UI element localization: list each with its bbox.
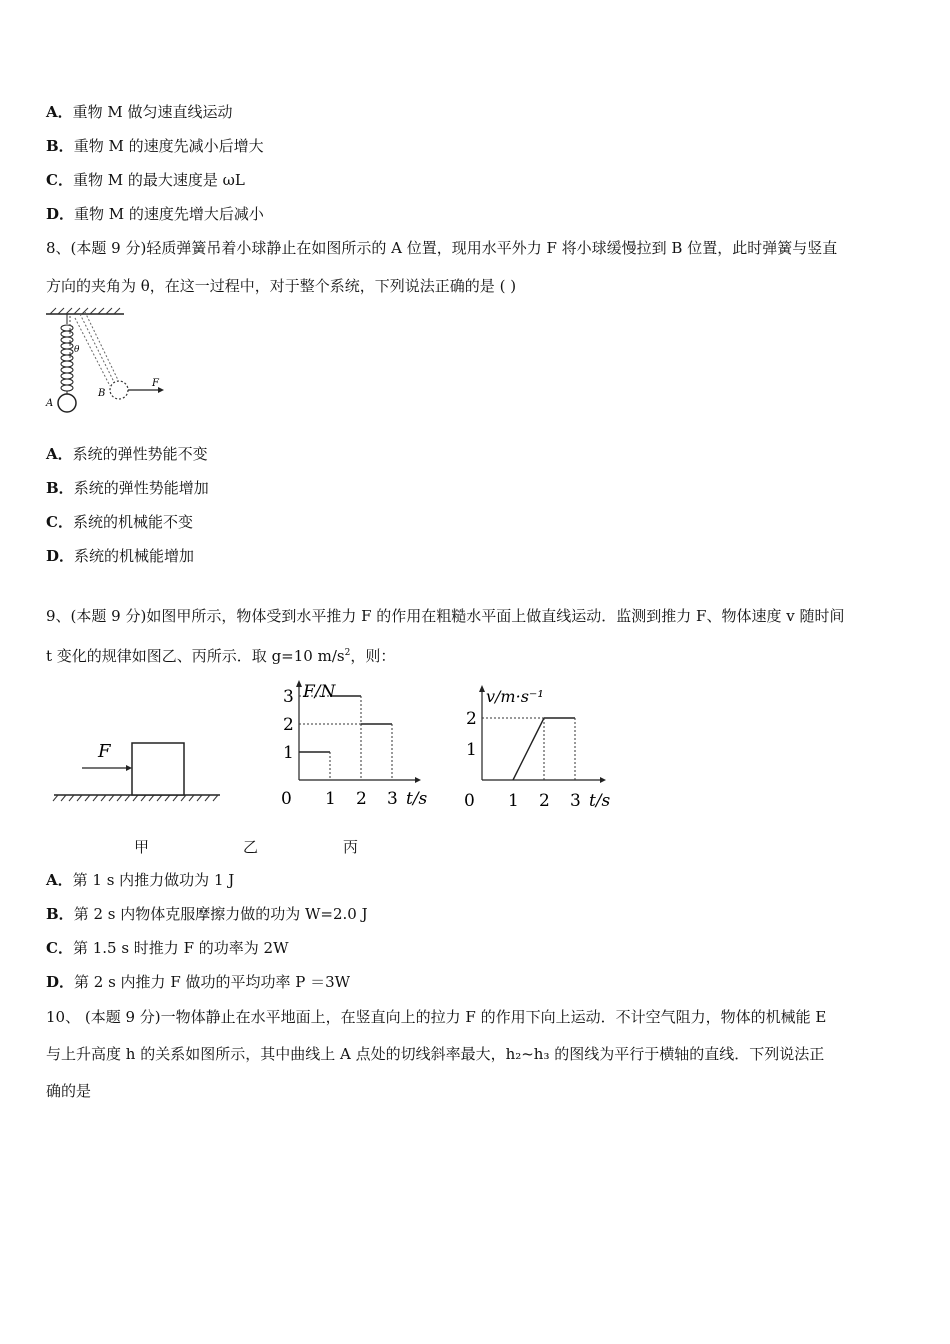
q7-option-b: B．重物 M 的速度先减小后增大 [46,137,264,155]
q7-option-c: C．重物 M 的最大速度是 ωL [46,171,245,189]
x-axis-label: t/s [589,791,611,811]
x-tick-label: 3 [570,791,581,811]
label-f: F [152,378,159,389]
y-axis-arrowhead [479,685,485,692]
q10-line2: 与上升高度 h 的关系如图所示，其中曲线上 A 点处的切线斜率最大，h₂~h₃ 的图线为平行于横轴的直线．下列说法正 [46,1045,825,1063]
q8-option-d: D．系统的机械能增加 [46,547,195,565]
q9-chart-yi [275,675,428,815]
caption-bing: 丙 [343,838,359,856]
spring-vertical [61,314,73,394]
velocity-segment-0 [513,718,544,780]
q9-option-c: C．第 1.5 s 时推力 F 的功率为 2W [46,939,289,957]
x-axis-arrowhead [600,777,606,783]
force-label: F [98,741,111,762]
y-tick-label: 1 [283,743,294,763]
y-tick-label: 3 [283,687,294,707]
x-axis-label: t/s [406,789,428,809]
block [132,743,184,795]
x-tick-label: 1 [325,789,336,809]
q9-option-d: D．第 2 s 内推力 F 做功的平均功率 P ＝3W [46,973,351,991]
ball-b [110,381,128,399]
label-b: B [98,388,106,399]
push-arrowhead [126,765,132,771]
q8-stem-line2: 方向的夹角为 θ，在这一过程中，对于整个系统，下列说法正确的是 ( ) [46,277,517,295]
y-axis-label: v/m·s⁻¹ [486,687,544,706]
theta-label: θ [74,345,80,355]
q9-figure-jia [50,735,225,805]
q9-stem-line1: 9、(本题 9 分)如图甲所示，物体受到水平推力 F 的作用在粗糙水平面上做直线运动．监测到推力 F、物体速度 v 随时间 [46,607,845,625]
q7-option-a: A．重物 M 做匀速直线运动 [46,103,233,121]
x-tick-label: 3 [387,789,398,809]
ball-a [58,394,76,412]
y-axis-arrowhead [296,680,302,687]
q7-option-d: D．重物 M 的速度先增大后减小 [46,205,264,223]
caption-yi: 乙 [243,838,259,856]
q8-option-b: B．系统的弹性势能增加 [46,479,209,497]
spring-tilted [75,312,118,386]
q10-line3: 确的是 [46,1082,92,1100]
x-tick-label: 1 [508,791,519,811]
x-tick-label: 2 [356,789,367,809]
q9-stem-line2: t 变化的规律如图乙、丙所示．取 g=10 $m/s^2$，则： [46,647,396,665]
x-axis-arrowhead [415,777,421,783]
q9-option-a: A．第 1 s 内推力做功为 1 J [46,871,235,889]
ground-hatch [53,795,218,801]
y-tick-label: 1 [466,740,477,760]
q9-chart-bing [460,680,620,815]
q10-line1: 10、 (本题 9 分)一物体静止在水平地面上，在竖直向上的拉力 F 的作用下向上运动．不计空气阻力，物体的机械能 E [46,1008,827,1026]
y-tick-label: 2 [283,715,294,735]
q8-stem-line1: 8、(本题 9 分)轻质弹簧吊着小球静止在如图所示的 A 位置，现用水平外力 F 将小球缓慢拉到 B 位置，此时弹簧与竖直 [46,239,838,257]
y-tick-label: 2 [466,709,477,729]
x-tick-label: 0 [281,789,292,809]
q8-option-c: C．系统的机械能不变 [46,513,193,531]
q9-option-b: B．第 2 s 内物体克服摩擦力做的功为 W=2.0 J [46,905,368,923]
y-axis-label: F/N [303,682,336,702]
x-tick-label: 0 [464,791,475,811]
q8-option-a: A．系统的弹性势能不变 [46,445,208,463]
caption-jia: 甲 [134,838,150,856]
x-tick-label: 2 [539,791,550,811]
label-a: A [46,398,54,409]
q8-spring-figure [40,310,175,415]
